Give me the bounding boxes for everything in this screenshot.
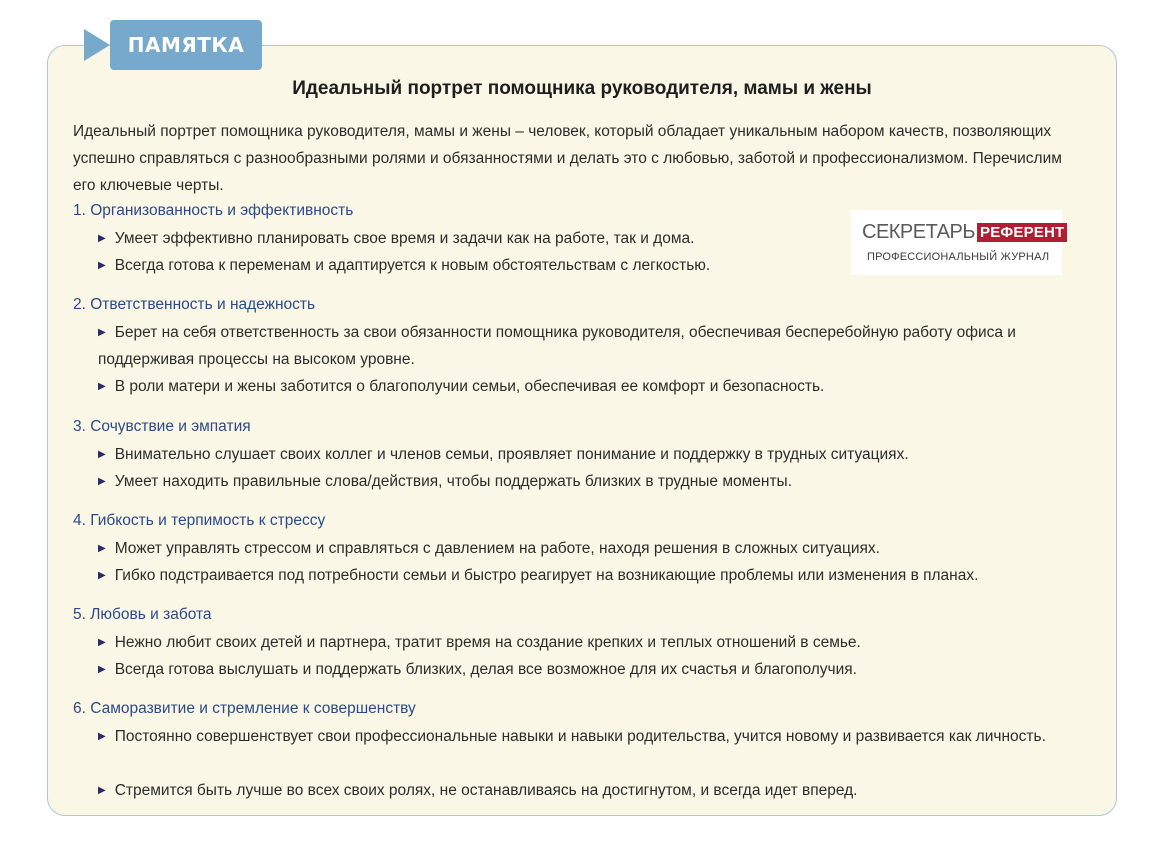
list-item: ▶ В роли матери и жены заботится о благополучии семьи, обеспечивая ее комфорт и безопасность. — [98, 373, 1063, 400]
memo-badge-label: ПАМЯТКА — [127, 33, 245, 57]
bullet-arrow-icon: ▶ — [98, 785, 106, 796]
list-item: ▶ Гибко подстраивается под потребности семьи и быстро реагирует на возникающие проблемы или изменения в планах. — [98, 562, 1108, 589]
intro-paragraph: Идеальный портрет помощника руководителя, мамы и жены – человек, который обладает уникальным набором качеств, позволяющих успешно справляться с разнообразными ролями и обязанностями и делать это с любовью, заботой и профессионализмом. Перечислим его ключевые черты. — [73, 123, 1062, 194]
section-heading: 4. Гибкость и терпимость к стрессу — [73, 512, 326, 529]
section-heading: 3. Сочувствие и эмпатия — [73, 418, 251, 435]
bullet-arrow-icon: ▶ — [98, 664, 106, 675]
bullet-arrow-icon: ▶ — [98, 260, 106, 271]
list-item: ▶ Постоянно совершенствует свои профессиональные навыки и навыки родительства, учится новому и развивается как личность. — [98, 723, 1058, 750]
list-item: ▶ Берет на себя ответственность за свои обязанности помощника руководителя, обеспечивая бесперебойную работу офиса и поддерживая процессы на высоком уровне. — [98, 319, 1063, 373]
section-heading: 1. Организованность и эффективность — [73, 202, 354, 219]
list-item: ▶ Нежно любит своих детей и партнера, тратит время на создание крепких и теплых отношений в семье. — [98, 629, 1088, 656]
journal-logo-subtitle: ПРОФЕССИОНАЛЬНЫЙ ЖУРНАЛ — [867, 251, 1050, 263]
bullet-arrow-icon: ▶ — [98, 637, 106, 648]
journal-logo-name: СЕКРЕТАРЬ — [862, 221, 975, 243]
tab-arrow-icon — [84, 29, 110, 61]
list-item: ▶ Может управлять стрессом и справляться с давлением на работе, находя решения в сложных ситуациях. — [98, 535, 1108, 562]
bullet-arrow-icon: ▶ — [98, 233, 106, 244]
bullet-arrow-icon: ▶ — [98, 570, 106, 581]
bullet-arrow-icon: ▶ — [98, 731, 106, 742]
list-item: ▶ Внимательно слушает своих коллег и членов семьи, проявляет понимание и поддержку в трудных ситуациях. — [98, 441, 1088, 468]
list-item: ▶ Всегда готова выслушать и поддержать близких, делая все возможное для их счастья и благополучия. — [98, 656, 1088, 683]
journal-logo — [851, 210, 1065, 275]
bullet-arrow-icon: ▶ — [98, 449, 106, 460]
page-title: Идеальный портрет помощника руководителя, мамы и жены — [292, 78, 872, 99]
journal-logo-wordmark — [862, 221, 1067, 244]
bullet-arrow-icon: ▶ — [98, 476, 106, 487]
section-heading: 5. Любовь и забота — [73, 606, 212, 623]
list-item: ▶ Умеет находить правильные слова/действия, чтобы поддержать близких в трудные моменты. — [98, 468, 1088, 495]
journal-logo-name-badge: РЕФЕРЕНТ — [977, 223, 1067, 242]
section-heading: 2. Ответственность и надежность — [73, 296, 316, 313]
list-item: ▶ Всегда готова к переменам и адаптируется к новым обстоятельствам с легкостью. — [98, 252, 838, 279]
bullet-arrow-icon: ▶ — [98, 381, 106, 392]
list-item: ▶ Умеет эффективно планировать свое время и задачи как на работе, так и дома. — [98, 225, 838, 252]
memo-badge — [110, 20, 262, 70]
section-heading: 6. Саморазвитие и стремление к совершенству — [73, 700, 416, 717]
bullet-arrow-icon: ▶ — [98, 543, 106, 554]
list-item: ▶ Стремится быть лучше во всех своих ролях, не останавливаясь на достигнутом, и всегда идет вперед. — [98, 777, 1058, 804]
bullet-arrow-icon: ▶ — [98, 327, 106, 338]
